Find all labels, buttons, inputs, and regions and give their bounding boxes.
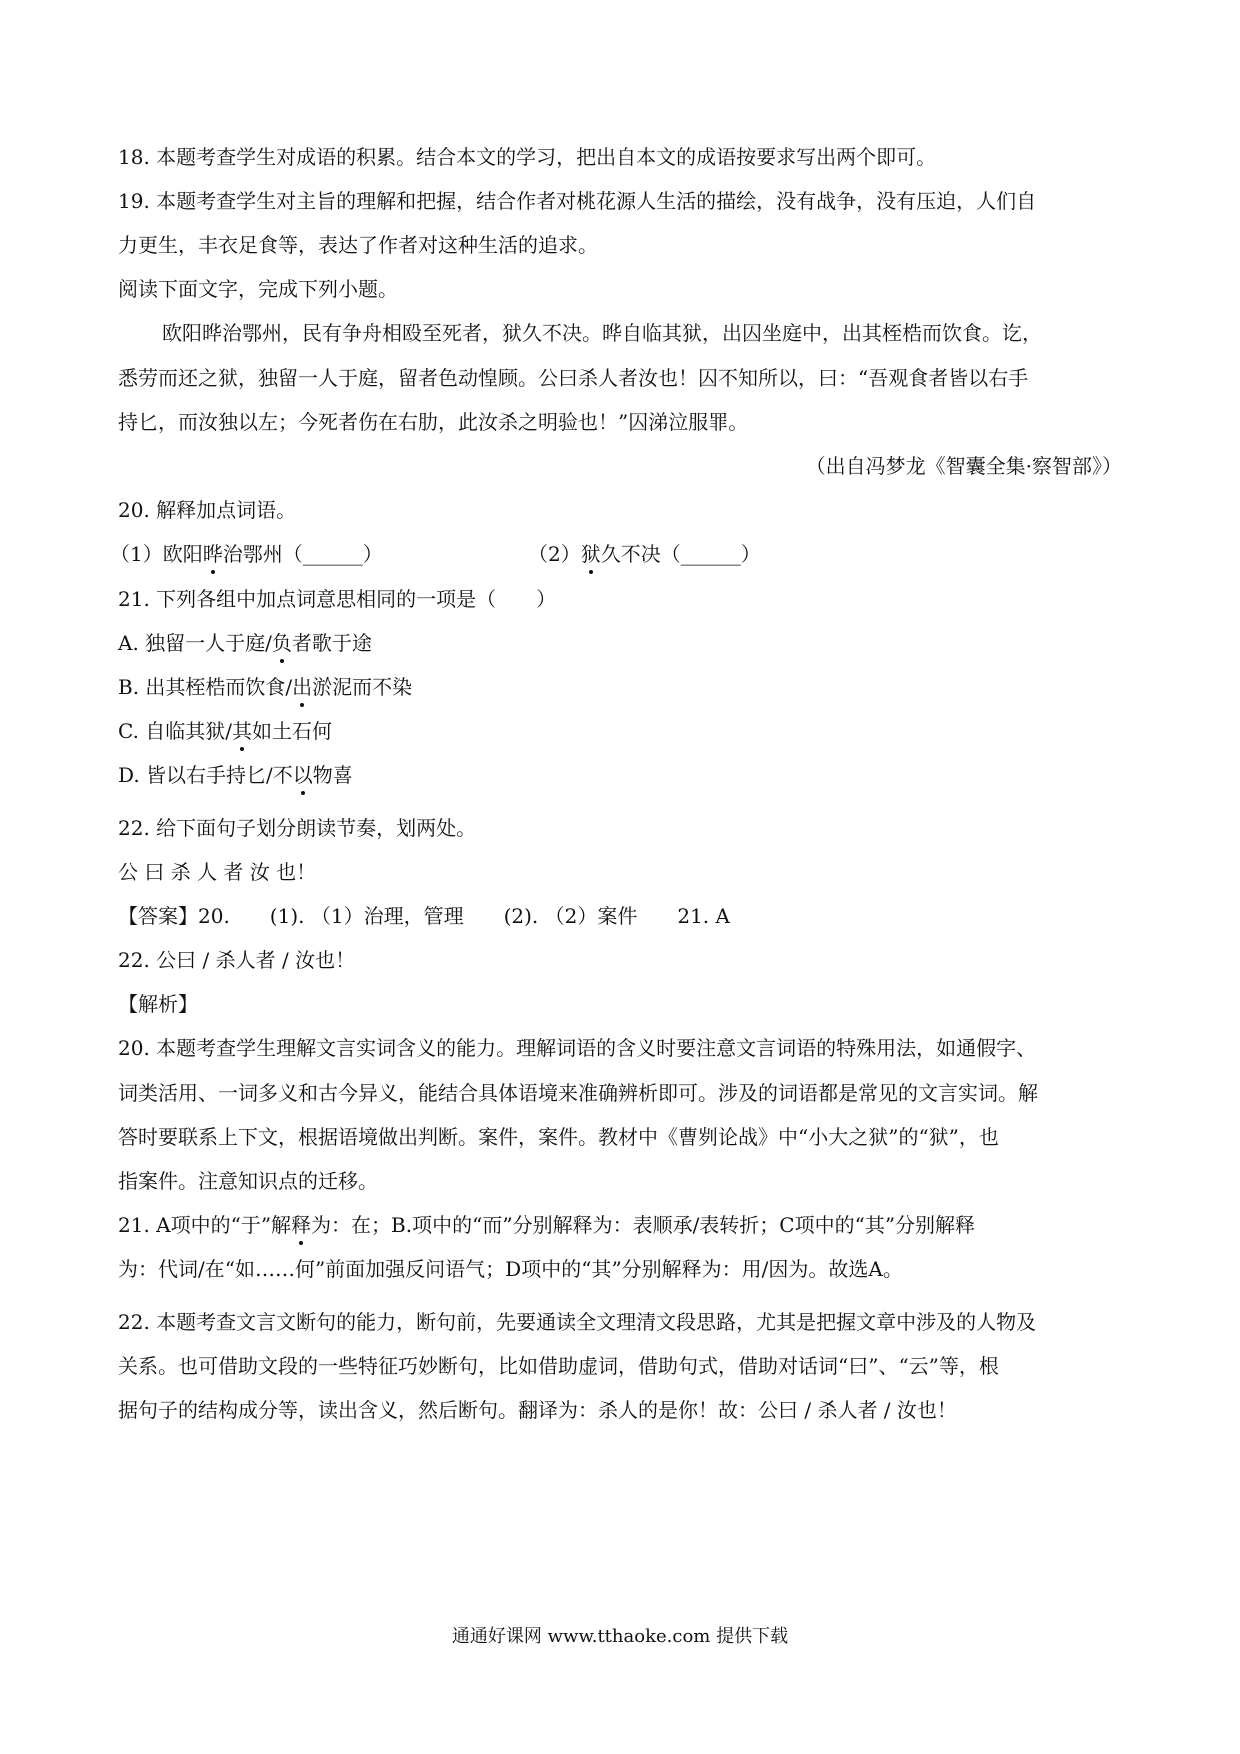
passage-line3: 持匕，而汝独以左；今死者伤在右肋，此汝杀之明验也！”囚涕泣服罪。 [118,410,749,434]
q21-analysis-line2: 为：代词/在“如……何”前面加强反问语气；D项中的“其”分别解释为：用/因为。故选A。 [118,1257,903,1281]
passage-line2: 悉劳而还之狱，独留一人于庭，留者色动惶顾。公曰杀人者汝也！囚不知所以，曰：“吾观食者皆以右手 [118,366,1029,390]
q21-option-b: B. 出其桎梏而饮食/出淤泥而不染 [118,675,413,699]
q20-analysis-line4: 指案件。注意知识点的迁移。 [118,1169,378,1193]
emphasis-mark: 释 [291,1213,312,1237]
q20-analysis-line2: 词类活用、一词多义和古今异义，能结合具体语境来准确辨析即可。涉及的词语都是常见的文言实词。解 [118,1081,1038,1105]
q22-analysis-line3: 据句子的结构成分等，读出含义，然后断句。翻译为：杀人的是你！故：公曰 / 杀人者 / 汝也！ [118,1398,957,1422]
q21-option-c: C. 自临其狱/其如土石何 [118,719,333,743]
q21-title: 21. 下列各组中加点词意思相同的一项是（ ） [118,587,557,611]
passage-source: （出自冯梦龙《智囊全集·察智部》） [805,454,1122,478]
emphasis-mark: 负 [271,631,292,655]
q22-analysis-line2: 关系。也可借助文段的一些特征巧妙断句，比如借助虚词，借助句式，借助对话词“曰”、“云”等，根 [118,1354,999,1378]
analysis-heading: 【解析】 [118,992,198,1016]
q18-analysis: 18. 本题考查学生对成语的积累。结合本文的学习，把出自本文的成语按要求写出两个即可。 [118,145,937,169]
page-footer: 通通好课网 www.tthaoke.com 提供下载 [451,1626,789,1647]
q20-analysis-line3: 答时要联系上下文，根据语境做出判断。案件，案件。教材中《曹刿论战》中“小大之狱”的“狱”，也 [118,1125,999,1149]
q19-analysis-line1: 19. 本题考查学生对主旨的理解和把握，结合作者对桃花源人生活的描绘，没有战争，没有压迫，人们自 [118,189,1037,213]
reading-instruction: 阅读下面文字，完成下列小题。 [118,277,398,301]
emphasis-mark: 以 [292,763,313,787]
answer-line1: 【答案】20. (1). （1）治理，管理 (2). （2）案件 21. A [118,904,730,928]
q22-sentence: 公 曰 杀 人 者 汝 也！ [118,860,317,884]
q20-item2: （2）狱久不决（______） [528,542,761,566]
emphasis-mark: 晔 [202,542,223,566]
q22-title: 22. 给下面句子划分朗读节奏，划两处。 [118,816,477,840]
q19-analysis-line2: 力更生，丰衣足食等，表达了作者对这种生活的追求。 [118,233,598,257]
q20-item1: （1）欧阳晔治鄂州（______） [110,542,383,566]
passage-line1: 欧阳晔治鄂州，民有争舟相殴至死者，狱久不决。晔自临其狱，出囚坐庭中，出其桎梏而饮食。讫， [162,321,1042,345]
q20-title: 20. 解释加点词语。 [118,498,297,522]
q21-analysis-line1: 21. A项中的“于”解释为：在；B.项中的“而”分别解释为：表顺承/表转折；C项中的“其”分别解释 [118,1213,976,1237]
q21-option-a: A. 独留一人于庭/负者歌于途 [118,631,372,655]
emphasis-mark: 出 [292,675,313,699]
answer-line2: 22. 公曰 / 杀人者 / 汝也！ [118,948,356,972]
emphasis-mark: 狱 [580,542,601,566]
q21-option-d: D. 皆以右手持匕/不以物喜 [118,763,353,787]
emphasis-mark: 其 [232,719,253,743]
q20-analysis-line1: 20. 本题考查学生理解文言实词含义的能力。理解词语的含义时要注意文言词语的特殊用法，如通假字、 [118,1036,1037,1060]
q22-analysis-line1: 22. 本题考查文言文断句的能力，断句前，先要通读全文理清文段思路，尤其是把握文章中涉及的人物及 [118,1310,1037,1334]
